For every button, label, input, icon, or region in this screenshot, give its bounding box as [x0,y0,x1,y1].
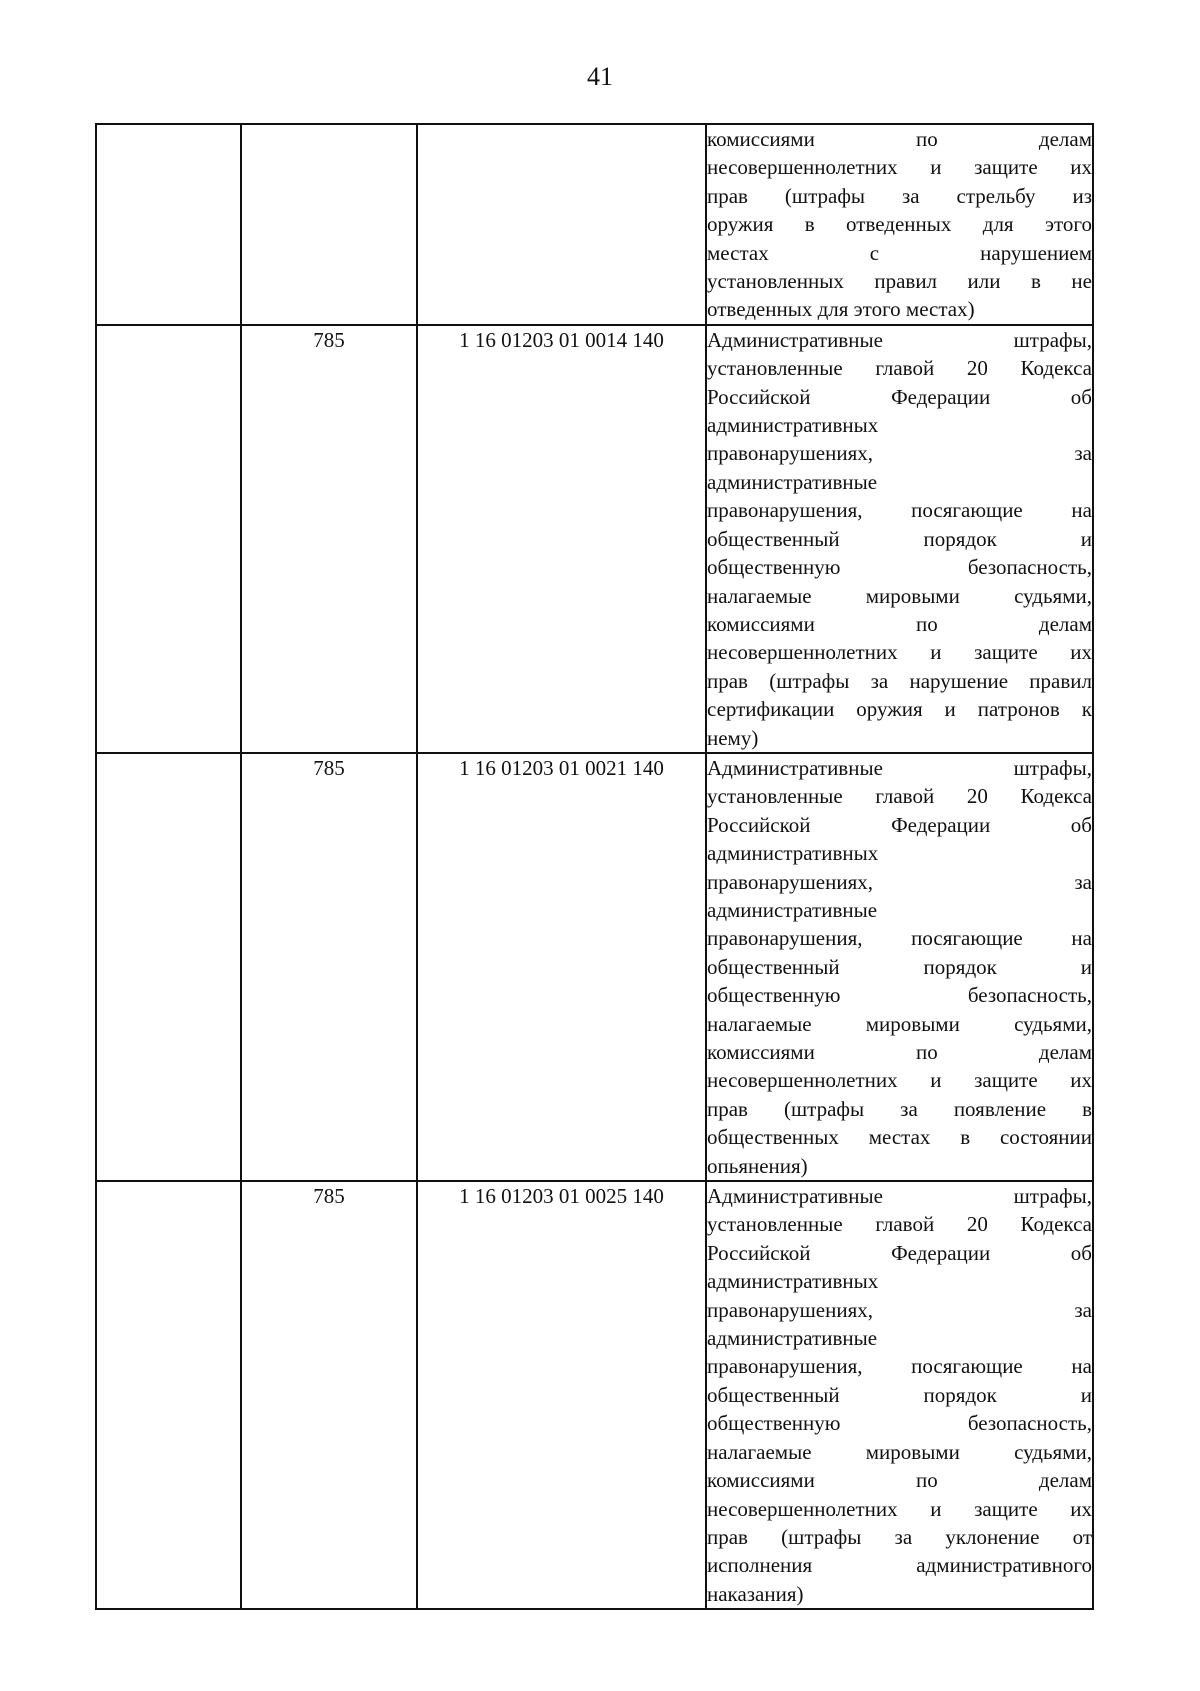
description-line: правонарушениях, за [707,869,1092,894]
description-line: установленные главой 20 Кодекса [707,1212,1092,1237]
description-line: Российской Федерации об [707,384,1092,409]
description-line: несовершеннолетних и защите их [707,640,1092,665]
description-line: административных [707,1269,879,1294]
description-line: прав (штрафы за уклонение от [707,1524,1092,1549]
kbk-code-cell [417,124,706,325]
empty-cell [96,124,241,325]
description-line: сертификации оружия и патронов к [707,697,1092,722]
empty-cell [96,753,241,1181]
description-line: общественную безопасность, [707,1411,1092,1436]
description-line: административные [707,1326,878,1351]
description-line: установленные главой 20 Кодекса [707,356,1092,381]
table-row [96,124,1093,325]
description-cell [706,1181,1093,1609]
description-cell [706,325,1093,753]
kbk-code-cell: 1 16 01203 01 0014 140 [417,325,706,753]
description-line: установленных правил или в не [707,269,1092,294]
description-line: прав (штрафы за стрельбу из [707,183,1092,208]
description-line: правонарушения, посягающие на [707,1354,1092,1379]
description-line: общественный порядок и [707,1382,1092,1407]
admin-code-cell: 785 [241,325,417,753]
description-line: Административные штрафы, [707,755,1092,780]
description-line: нему) [707,725,759,750]
description-line: общественный порядок и [707,954,1092,979]
admin-code-cell: 785 [241,1181,417,1609]
table-row [96,753,1093,1181]
kbk-code-cell: 1 16 01203 01 0025 140 [417,1181,706,1609]
description-line: оружия в отведенных для этого [707,212,1092,237]
description-line: Административные штрафы, [707,327,1092,352]
empty-cell [96,1181,241,1609]
admin-code-cell [241,124,417,325]
kbk-code-cell: 1 16 01203 01 0021 140 [417,753,706,1181]
table-row [96,1181,1093,1609]
description-line: общественный порядок и [707,526,1092,551]
description-line: установленные главой 20 Кодекса [707,784,1092,809]
description-cell [706,753,1093,1181]
description-line: отведенных для этого местах) [707,297,975,322]
description-line: комиссиями по делам [707,1040,1092,1064]
empty-cell [96,325,241,753]
admin-code-cell: 785 [241,753,417,1181]
description-line: правонарушения, посягающие на [707,926,1092,951]
page-number: 41 [587,62,613,91]
description-line: прав (штрафы за нарушение правил [707,668,1092,693]
description-line: опьянения) [707,1153,808,1178]
description-line: комиссиями по делам [707,1468,1092,1493]
description-line: несовершеннолетних и защите их [707,1068,1092,1093]
description-line: налагаемые мировыми судьями, [707,1439,1092,1464]
description-line: административные [707,897,878,922]
description-line: местах с нарушением [707,240,1092,265]
description-line: несовершеннолетних и защите их [707,155,1092,180]
description-line: наказания) [707,1581,804,1606]
description-line: административных [707,413,879,438]
revenue-classification-table [95,123,1094,1610]
description-cell [706,124,1093,325]
description-line: Административные штрафы, [707,1184,1092,1209]
description-line: общественную безопасность, [707,983,1092,1008]
description-line: Российской Федерации об [707,812,1092,837]
description-line: правонарушениях, за [707,441,1092,466]
description-line: исполнения административного [707,1553,1092,1578]
description-line: несовершеннолетних и защите их [707,1496,1092,1521]
description-line: Российской Федерации об [707,1240,1092,1265]
description-line: налагаемые мировыми судьями, [707,583,1092,608]
table-body [96,124,1093,1609]
description-line: общественных местах в состоянии [707,1125,1092,1150]
description-line: административных [707,841,879,866]
description-line: налагаемые мировыми судьями, [707,1011,1092,1036]
description-line: правонарушения, посягающие на [707,498,1092,523]
description-line: прав (штрафы за появление в [707,1096,1092,1121]
description-line: административные [707,469,878,494]
description-line: комиссиями по делам [707,127,1092,151]
description-line: комиссиями по делам [707,611,1092,636]
description-line: общественную безопасность, [707,555,1092,580]
description-line: правонарушениях, за [707,1297,1092,1322]
table-row [96,325,1093,753]
